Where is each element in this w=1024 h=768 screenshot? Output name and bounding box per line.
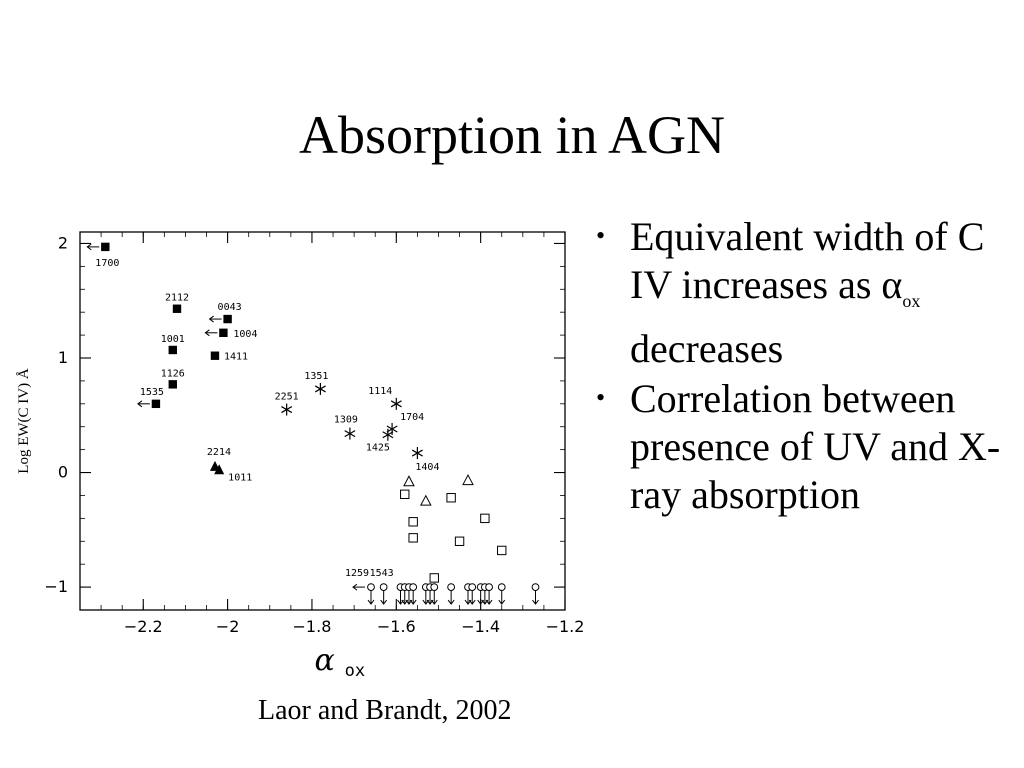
data-point-asterisk <box>345 428 355 440</box>
data-point-asterisk <box>412 447 422 459</box>
data-point-circle-limit <box>532 584 539 591</box>
data-point-asterisk <box>281 404 291 416</box>
bullet-text-part: decreases <box>630 326 784 371</box>
ox-subscript: ox <box>902 291 921 311</box>
data-point-square-open <box>498 546 506 554</box>
data-label: 1309 <box>333 414 358 426</box>
data-point-asterisk <box>391 398 401 410</box>
data-point-circle-limit <box>486 584 493 591</box>
data-point-square-filled <box>211 352 219 360</box>
data-label: 1126 <box>160 368 185 380</box>
data-point-circle-limit <box>368 584 375 591</box>
data-point-circle-limit <box>469 584 476 591</box>
data-label: 2251 <box>274 391 299 403</box>
data-label: 1404 <box>415 462 440 474</box>
x-tick-label: −1.4 <box>461 617 501 636</box>
data-point-triangle-open <box>404 476 414 486</box>
y-tick-label: 2 <box>57 233 68 253</box>
data-label: 1535 <box>139 386 164 398</box>
data-point-circle-limit <box>410 584 417 591</box>
y-tick-label: 1 <box>57 348 68 367</box>
data-label: 1425 <box>365 442 390 454</box>
data-point-square-filled <box>219 329 227 337</box>
data-point-square-filled <box>101 243 109 251</box>
data-label: 1351 <box>304 370 329 382</box>
data-point-asterisk <box>315 383 325 395</box>
data-label: 1114 <box>368 385 393 397</box>
chart-svg <box>10 218 595 688</box>
citation: Laor and Brandt, 2002 <box>258 695 512 726</box>
data-point-circle-limit <box>448 584 455 591</box>
data-label: 1259 <box>344 568 370 580</box>
data-label: 2214 <box>206 446 232 458</box>
data-label: 1004 <box>233 328 258 340</box>
bullet-marker: • <box>596 221 606 250</box>
data-point-square-open <box>455 537 463 545</box>
data-point-square-open <box>401 490 409 498</box>
data-point-square-filled <box>169 346 177 354</box>
alpha-symbol: α <box>881 262 903 307</box>
data-point-square-open <box>409 534 417 542</box>
x-tick-label: −1.8 <box>292 617 332 636</box>
x-axis-label-sub: ox <box>344 661 366 681</box>
data-label: 1700 <box>95 257 120 269</box>
scatter-chart <box>10 218 595 688</box>
data-label: 1011 <box>228 472 253 484</box>
data-label: 2112 <box>164 292 190 304</box>
plot-frame <box>80 232 565 610</box>
data-point-triangle-open <box>463 475 473 485</box>
y-tick-label: 0 <box>57 462 68 482</box>
data-label: 0043 <box>217 302 242 314</box>
bullet-marker: • <box>596 383 606 412</box>
x-tick-label: −1.2 <box>545 617 585 636</box>
data-point-square-filled <box>223 315 231 323</box>
data-point-square-open <box>409 518 417 526</box>
data-point-square-filled <box>169 380 177 388</box>
y-axis-label: Log EW(C IV) Å <box>16 368 32 474</box>
data-point-circle-limit <box>498 584 505 591</box>
bullet-text-part: Equivalent width of C IV increases as <box>630 214 985 307</box>
data-label: 1001 <box>160 333 185 345</box>
data-point-square-open <box>447 494 455 502</box>
slide-title: Absorption in AGN <box>298 105 725 165</box>
bullet-list <box>596 213 1016 521</box>
data-point-square-filled <box>173 305 181 313</box>
y-tick-label: −1 <box>44 577 68 597</box>
data-point-square-filled <box>152 400 160 408</box>
x-axis-label: α <box>314 643 335 678</box>
data-label: 1543 <box>369 568 394 580</box>
data-point-triangle-open <box>421 496 431 506</box>
x-tick-label: −2.2 <box>123 617 163 636</box>
data-point-circle-limit <box>431 584 438 591</box>
x-tick-label: −1.6 <box>376 617 416 636</box>
x-tick-label: −2 <box>215 617 240 636</box>
bullet-text: Correlation between presence of UV and X-ray absorption <box>630 376 1001 517</box>
bullet-item-correlation <box>596 375 1016 519</box>
data-point-square-open <box>481 514 489 522</box>
data-label: 1704 <box>400 412 425 424</box>
data-label: 1411 <box>223 351 249 363</box>
bullet-item-cIV-width <box>596 213 1016 373</box>
data-point-square-open <box>430 574 438 582</box>
data-point-circle-limit <box>380 584 387 591</box>
